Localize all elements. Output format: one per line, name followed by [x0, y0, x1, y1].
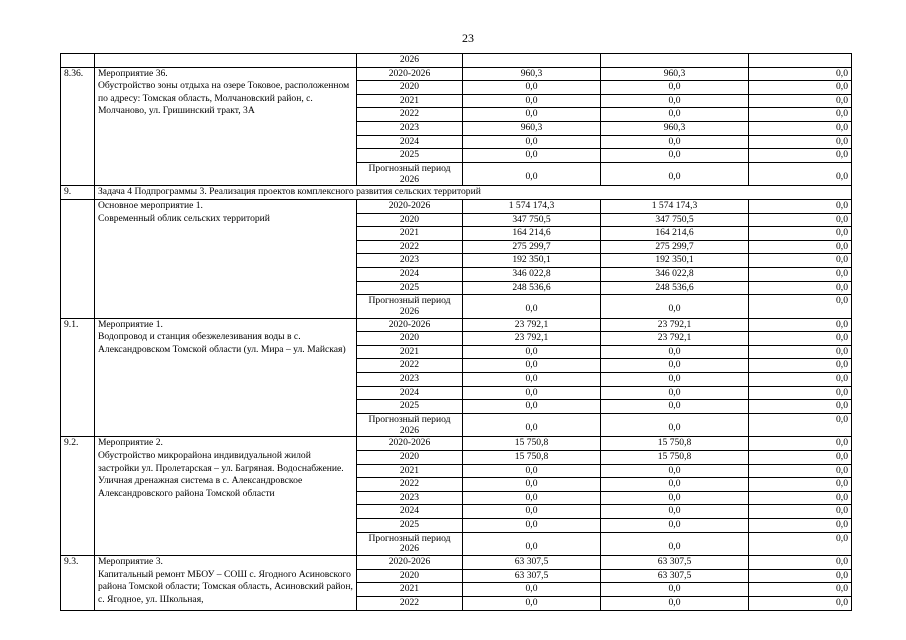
total-value-cell: 0,0 [463, 345, 601, 359]
other-value-cell: 0,0 [749, 505, 852, 519]
other-value-cell: 0,0 [749, 451, 852, 465]
regional-value-cell: 347 750,5 [601, 213, 749, 227]
year-cell: 2020 [357, 213, 463, 227]
activity-title: Мероприятие 2. [98, 437, 163, 449]
task-row [61, 186, 852, 200]
total-value-cell: 0,0 [463, 400, 601, 414]
regional-value-cell: 0,0 [601, 108, 749, 122]
other-value-cell: 0,0 [749, 386, 852, 400]
other-value-cell: 0,0 [749, 227, 852, 241]
other-value-cell: 0,0 [749, 345, 852, 359]
total-value-cell: 15 750,8 [463, 437, 601, 451]
activity-name-cell [95, 556, 357, 610]
other-value-cell: 0,0 [749, 81, 852, 95]
table-row-continuation [61, 54, 852, 68]
total-value-cell: 960,3 [463, 67, 601, 81]
total-value-cell: 63 307,5 [463, 569, 601, 583]
other-value-cell: 0,0 [749, 149, 852, 163]
table-row [61, 318, 852, 332]
regional-value-cell: 0,0 [601, 596, 749, 610]
total-value-cell: 0,0 [463, 413, 601, 437]
other-value-cell: 0,0 [749, 519, 852, 533]
total-value-cell: 0,0 [463, 505, 601, 519]
year-cell: 2022 [357, 240, 463, 254]
total-value-cell: 0,0 [463, 491, 601, 505]
year-cell: 2022 [357, 478, 463, 492]
regional-value-cell: 15 750,8 [601, 437, 749, 451]
regional-value-cell: 0,0 [601, 81, 749, 95]
year-cell: 2026 [357, 54, 463, 68]
other-value-cell: 0,0 [749, 213, 852, 227]
regional-value-cell: 248 536,6 [601, 281, 749, 295]
year-cell: 2025 [357, 519, 463, 533]
other-value-cell: 0,0 [749, 108, 852, 122]
total-value-cell: 15 750,8 [463, 451, 601, 465]
regional-value-cell: 0,0 [601, 532, 749, 556]
regional-value-cell: 0,0 [601, 505, 749, 519]
other-value-cell: 0,0 [749, 199, 852, 213]
total-value-cell: 0,0 [463, 519, 601, 533]
other-value-cell: 0,0 [749, 464, 852, 478]
total-value-cell: 0,0 [463, 532, 601, 556]
other-value-cell: 0,0 [749, 373, 852, 387]
total-value-cell: 0,0 [463, 94, 601, 108]
year-cell: 2022 [357, 359, 463, 373]
regional-value-cell: 960,3 [601, 121, 749, 135]
other-value-cell: 0,0 [749, 491, 852, 505]
regional-value-cell: 0,0 [601, 359, 749, 373]
regional-value-cell: 0,0 [601, 386, 749, 400]
table-row [61, 199, 852, 213]
regional-value-cell: 0,0 [601, 162, 749, 186]
other-value-cell: 0,0 [749, 295, 852, 319]
year-cell: 2020 [357, 81, 463, 95]
activity-description: Капитальный ремонт МБОУ – СОШ с. Ягодного Асиновского района Томской области; Томская область, Асиновский район, с. Ягодное, ул. Школьная, [98, 568, 353, 605]
total-value-cell: 960,3 [463, 121, 601, 135]
year-cell: 2024 [357, 135, 463, 149]
total-value-cell: 275 299,7 [463, 240, 601, 254]
row-number-cell: 9.1. [61, 318, 95, 437]
total-value-cell: 248 536,6 [463, 281, 601, 295]
activity-title: Мероприятие 36. [98, 67, 168, 79]
activity-description: Обустройство микрорайона индивидуальной жилой застройки ул. Пролетарская – ул. Багряная. Водоснабжение. Уличная дренажная система в с. Александровское Александровского района Томской области [98, 450, 344, 499]
year-cell: 2023 [357, 121, 463, 135]
total-value-cell: 0,0 [463, 386, 601, 400]
year-cell: 2022 [357, 596, 463, 610]
year-cell: 2020-2026 [357, 199, 463, 213]
other-value-cell: 0,0 [749, 413, 852, 437]
activity-name-cell [95, 67, 357, 186]
regional-value-cell: 1 574 174,3 [601, 199, 749, 213]
regional-value-cell: 0,0 [601, 491, 749, 505]
regional-value-cell: 0,0 [601, 519, 749, 533]
row-number-cell [61, 199, 95, 318]
regional-value-cell: 164 214,6 [601, 227, 749, 241]
total-value-cell: 0,0 [463, 135, 601, 149]
regional-value-cell: 346 022,8 [601, 267, 749, 281]
regional-value-cell: 23 792,1 [601, 318, 749, 332]
activity-title: Мероприятие 3. [98, 556, 163, 568]
year-cell: 2020 [357, 332, 463, 346]
year-cell: Прогнозный период 2026 [357, 413, 463, 437]
total-value-cell: 0,0 [463, 478, 601, 492]
total-value-cell: 0,0 [463, 583, 601, 597]
activity-description: Водопровод и станция обезжелезивания воды в с. Александровском Томской области (ул. Мира – ул. Майская) [98, 331, 346, 355]
regional-value-cell: 0,0 [601, 478, 749, 492]
total-value-cell: 0,0 [463, 464, 601, 478]
other-value-cell: 0,0 [749, 135, 852, 149]
total-value-cell: 0,0 [463, 295, 601, 319]
total-value-cell: 23 792,1 [463, 318, 601, 332]
other-value-cell: 0,0 [749, 478, 852, 492]
other-value-cell: 0,0 [749, 400, 852, 414]
activity-description: Современный облик сельских территорий [98, 212, 270, 224]
year-cell: 2020-2026 [357, 556, 463, 570]
year-cell: 2021 [357, 345, 463, 359]
regional-value-cell: 0,0 [601, 373, 749, 387]
other-value-cell: 0,0 [749, 281, 852, 295]
other-value-cell: 0,0 [749, 121, 852, 135]
total-value-cell: 0,0 [463, 359, 601, 373]
total-value-cell: 1 574 174,3 [463, 199, 601, 213]
total-value-cell [463, 54, 601, 68]
year-cell: 2025 [357, 281, 463, 295]
regional-value-cell: 0,0 [601, 149, 749, 163]
total-value-cell: 0,0 [463, 162, 601, 186]
year-cell: 2023 [357, 254, 463, 268]
year-cell: 2024 [357, 505, 463, 519]
year-cell: Прогнозный период 2026 [357, 295, 463, 319]
activity-name-cell [95, 437, 357, 556]
total-value-cell: 192 350,1 [463, 254, 601, 268]
year-cell: 2020-2026 [357, 318, 463, 332]
regional-value-cell: 0,0 [601, 295, 749, 319]
regional-value-cell: 192 350,1 [601, 254, 749, 268]
regional-value-cell: 0,0 [601, 583, 749, 597]
activity-name-cell [95, 54, 357, 68]
page-number: 23 [462, 31, 474, 45]
regional-value-cell: 15 750,8 [601, 451, 749, 465]
regional-value-cell [601, 54, 749, 68]
regional-value-cell: 0,0 [601, 464, 749, 478]
budget-table-body [61, 54, 852, 611]
year-cell: 2020 [357, 569, 463, 583]
year-cell: 2025 [357, 149, 463, 163]
other-value-cell: 0,0 [749, 267, 852, 281]
other-value-cell: 0,0 [749, 437, 852, 451]
total-value-cell: 0,0 [463, 108, 601, 122]
year-cell: 2021 [357, 227, 463, 241]
other-value-cell: 0,0 [749, 532, 852, 556]
other-value-cell: 0,0 [749, 583, 852, 597]
regional-value-cell: 23 792,1 [601, 332, 749, 346]
total-value-cell: 0,0 [463, 81, 601, 95]
year-cell: 2022 [357, 108, 463, 122]
table-row [61, 556, 852, 570]
activity-name-cell [95, 199, 357, 318]
row-number-cell: 9. [61, 186, 95, 200]
regional-value-cell: 63 307,5 [601, 569, 749, 583]
regional-value-cell: 0,0 [601, 345, 749, 359]
regional-value-cell: 0,0 [601, 413, 749, 437]
year-cell: 2021 [357, 94, 463, 108]
row-number-cell [61, 54, 95, 68]
task-title-cell: Задача 4 Подпрограммы 3. Реализация проектов комплексного развития сельских территорий [95, 186, 852, 200]
other-value-cell: 0,0 [749, 569, 852, 583]
budget-table [60, 53, 852, 611]
total-value-cell: 63 307,5 [463, 556, 601, 570]
other-value-cell: 0,0 [749, 332, 852, 346]
year-cell: 2020-2026 [357, 67, 463, 81]
year-cell: Прогнозный период 2026 [357, 162, 463, 186]
year-cell: 2020 [357, 451, 463, 465]
regional-value-cell: 63 307,5 [601, 556, 749, 570]
other-value-cell: 0,0 [749, 240, 852, 254]
regional-value-cell: 0,0 [601, 400, 749, 414]
total-value-cell: 23 792,1 [463, 332, 601, 346]
total-value-cell: 0,0 [463, 373, 601, 387]
year-cell: Прогнозный период 2026 [357, 532, 463, 556]
activity-description: Обустройство зоны отдыха на озере Токовое, расположенном по адресу: Томская область, Молчановский район, с. Молчаново, ул. Гришинский тракт, 3А [98, 80, 350, 117]
total-value-cell: 347 750,5 [463, 213, 601, 227]
other-value-cell: 0,0 [749, 162, 852, 186]
year-cell: 2023 [357, 373, 463, 387]
year-cell: 2020-2026 [357, 437, 463, 451]
activity-title: Основное мероприятие 1. [98, 199, 203, 211]
table-row [61, 437, 852, 451]
other-value-cell: 0,0 [749, 254, 852, 268]
other-value-cell: 0,0 [749, 596, 852, 610]
regional-value-cell: 0,0 [601, 94, 749, 108]
year-cell: 2021 [357, 464, 463, 478]
total-value-cell: 164 214,6 [463, 227, 601, 241]
other-value-cell: 0,0 [749, 67, 852, 81]
other-value-cell: 0,0 [749, 359, 852, 373]
total-value-cell: 0,0 [463, 596, 601, 610]
row-number-cell: 8.36. [61, 67, 95, 186]
table-row [61, 67, 852, 81]
other-value-cell: 0,0 [749, 94, 852, 108]
year-cell: 2025 [357, 400, 463, 414]
other-value-cell: 0,0 [749, 556, 852, 570]
year-cell: 2024 [357, 267, 463, 281]
year-cell: 2024 [357, 386, 463, 400]
row-number-cell: 9.3. [61, 556, 95, 610]
year-cell: 2021 [357, 583, 463, 597]
regional-value-cell: 275 299,7 [601, 240, 749, 254]
other-value-cell [749, 54, 852, 68]
activity-name-cell [95, 318, 357, 437]
row-number-cell: 9.2. [61, 437, 95, 556]
other-value-cell: 0,0 [749, 318, 852, 332]
regional-value-cell: 0,0 [601, 135, 749, 149]
total-value-cell: 0,0 [463, 149, 601, 163]
year-cell: 2023 [357, 491, 463, 505]
activity-title: Мероприятие 1. [98, 318, 163, 330]
total-value-cell: 346 022,8 [463, 267, 601, 281]
regional-value-cell: 960,3 [601, 67, 749, 81]
